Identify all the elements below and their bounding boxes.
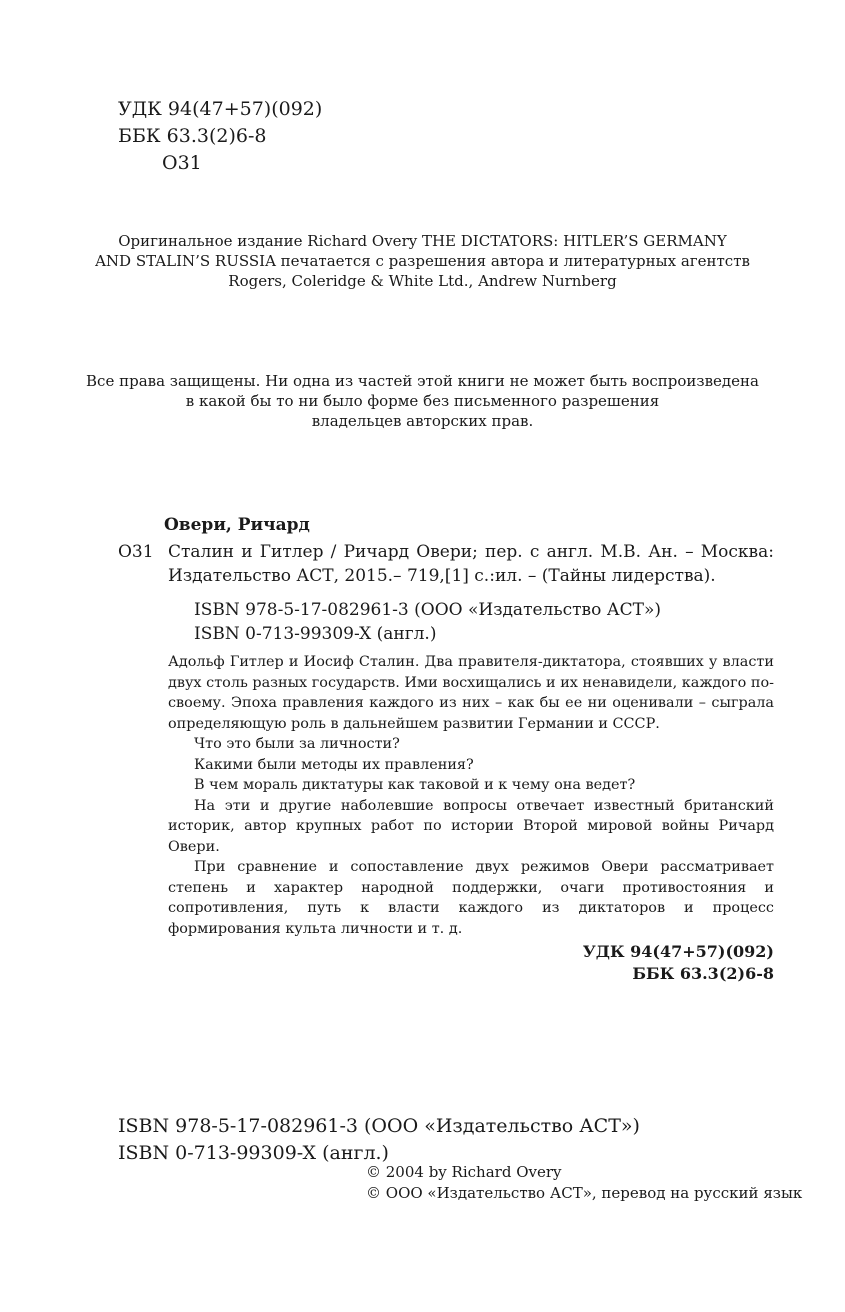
catalog-bbk: ББК 63.3(2)6-8 — [632, 964, 774, 983]
bottom-isbn-original: ISBN 0-713-99309-X (англ.) — [118, 1142, 389, 1164]
notice-line: AND STALIN’S RUSSIA печатается с разрешения автора и литературных агентств — [95, 252, 750, 270]
rights-notice — [0, 371, 845, 431]
annotation-paragraph: Адольф Гитлер и Иосиф Сталин. Два правителя-диктатора, стоявших у власти двух столь разных государств. Ими восхищались и их ненавидели, каждого по-своему. Эпоха правления каждого из них – как бы ее ни оценивали – сыграла определяющую роль в дальнейшем развитии Германии и СССР. — [168, 654, 774, 732]
catalog-entry — [118, 540, 774, 588]
bbk-code: ББК 63.3(2)6-8 — [118, 125, 267, 147]
notice-line: Оригинальное издание Richard Overy THE DICTATORS: HITLER’S GERMANY — [118, 232, 727, 250]
udk-code: УДК 94(47+57)(092) — [118, 98, 323, 120]
annotation-paragraph: При сравнение и сопоставление двух режимов Овери рассматривает степень и характер народной поддержки, очаги противостояния и сопротивления, путь к власти каждого из диктаторов и процесс формирования культа личности и т. д. — [168, 859, 774, 937]
bottom-isbns — [118, 1113, 640, 1167]
copyright-author: © 2004 by Richard Overy — [366, 1163, 562, 1181]
notice-line: владельцев авторских прав. — [311, 412, 534, 430]
annotation-paragraph: Какими были методы их правления? — [194, 756, 474, 773]
author-mark: О31 — [162, 152, 202, 174]
catalog-udk: УДК 94(47+57)(092) — [582, 942, 774, 961]
copyright-translation: © ООО «Издательство АСТ», перевод на русский язык — [366, 1184, 803, 1202]
annotation-paragraph: Что это были за личности? — [194, 736, 400, 752]
classification-codes — [118, 96, 322, 177]
original-edition-notice — [0, 231, 845, 291]
catalog-description: Сталин и Гитлер / Ричард Овери; пер. с англ. М.В. Ан. – Москва: Издательство АСТ, 2015.– 719,[1] с.:ил. – (Тайны лидерства). — [168, 542, 774, 586]
annotation-paragraph: В чем мораль диктатуры как таковой и к чему она ведет? — [194, 777, 636, 793]
notice-line: в какой бы то ни было форме без письменного разрешения — [185, 392, 660, 410]
isbn-primary: ISBN 978-5-17-082961-3 (ООО «Издательство АСТ») — [194, 600, 661, 620]
isbn-original: ISBN 0-713-99309-X (англ.) — [194, 624, 437, 644]
catalog-isbns — [118, 598, 774, 646]
annotation-paragraph: На эти и другие наболевшие вопросы отвечает известный британский историк, автор крупных работ по истории Второй мировой войны Ричард Овери. — [168, 797, 774, 855]
catalog-code: О31 — [118, 542, 154, 562]
notice-line: Все права защищены. Ни одна из частей этой книги не может быть воспроизведена — [86, 372, 759, 390]
copyright-block — [366, 1162, 802, 1204]
catalog-card — [118, 514, 774, 985]
catalog-author: Овери, Ричард — [164, 515, 310, 535]
notice-line: Rogers, Coleridge & White Ltd., Andrew Nurnberg — [228, 272, 617, 290]
catalog-codes — [118, 941, 774, 985]
annotation — [118, 652, 774, 939]
bottom-isbn-primary: ISBN 978-5-17-082961-3 (ООО «Издательство АСТ») — [118, 1115, 640, 1137]
